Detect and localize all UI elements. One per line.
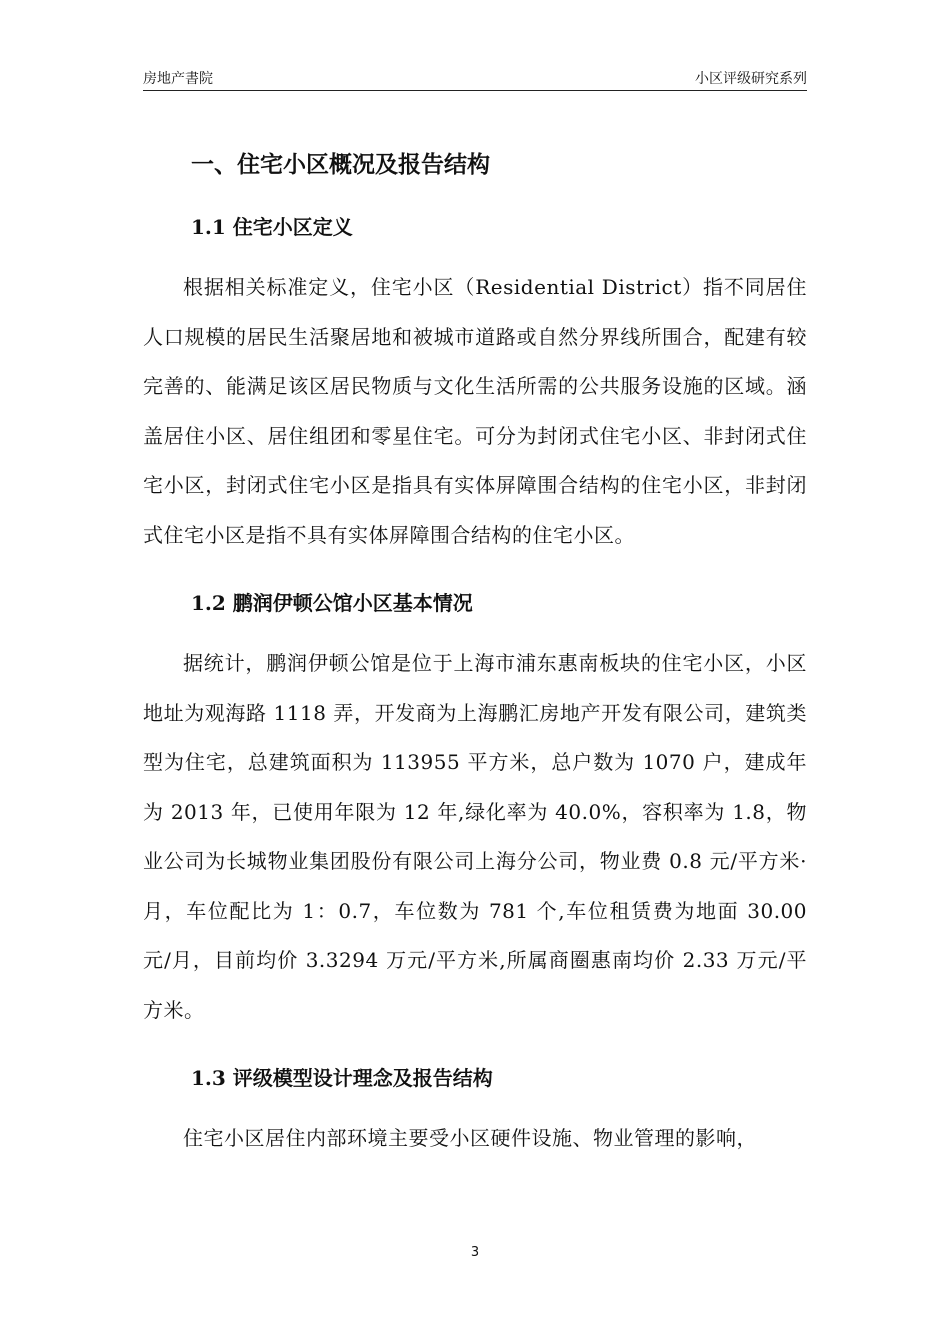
section-heading-1-2: 1.2 鹏润伊顿公馆小区基本情况 <box>191 591 473 615</box>
section-paragraph-1-3: 住宅小区居住内部环境主要受小区硬件设施、物业管理的影响， <box>183 1126 757 1150</box>
page-header <box>143 66 807 91</box>
header-publisher: 房地产書院 <box>143 71 213 87</box>
document-body <box>143 140 807 1164</box>
section-heading-1-1: 1.1 住宅小区定义 <box>191 215 353 239</box>
section-paragraph-1-1: 根据相关标准定义，住宅小区（Residential District）指不同居住人口规模的居民生活聚居地和被城市道路或自然分界线所围合，配建有较完善的、能满足该区居民物质与文化生活所需的公共服务设施的区域。涵盖居住小区、居住组团和零星住宅。可分为封闭式住宅小区、非封闭式住宅小区，封闭式住宅小区是指具有实体屏障围合结构的住宅小区，非封闭式住宅小区是指不具有实体屏障围合结构的住宅小区。 <box>143 275 807 547</box>
page-number: 3 <box>470 1245 480 1260</box>
section-heading-1-3: 1.3 评级模型设计理念及报告结构 <box>191 1066 493 1090</box>
chapter-title: 一、住宅小区概况及报告结构 <box>191 151 490 178</box>
section-paragraph-1-2: 据统计，鹏润伊顿公馆是位于上海市浦东惠南板块的住宅小区，小区地址为观海路 1118 弄，开发商为上海鹏汇房地产开发有限公司，建筑类型为住宅，总建筑面积为 113955 平方米，总户数为 1070 户，建成年为 2013 年，已使用年限为 12 年,绿化率为 40.0%，容积率为 1.8，物业公司为长城物业集团股份有限公司上海分公司，物业费 0.8 元/平方米·月，车位配比为 1：0.7，车位数为 781 个,车位租赁费为地面 30.00 元/月，目前均价 3.3294 万元/平方米,所属商圈惠南均价 2.33 万元/平方米。 <box>143 651 807 1022</box>
header-series-title: 小区评级研究系列 <box>695 71 807 87</box>
